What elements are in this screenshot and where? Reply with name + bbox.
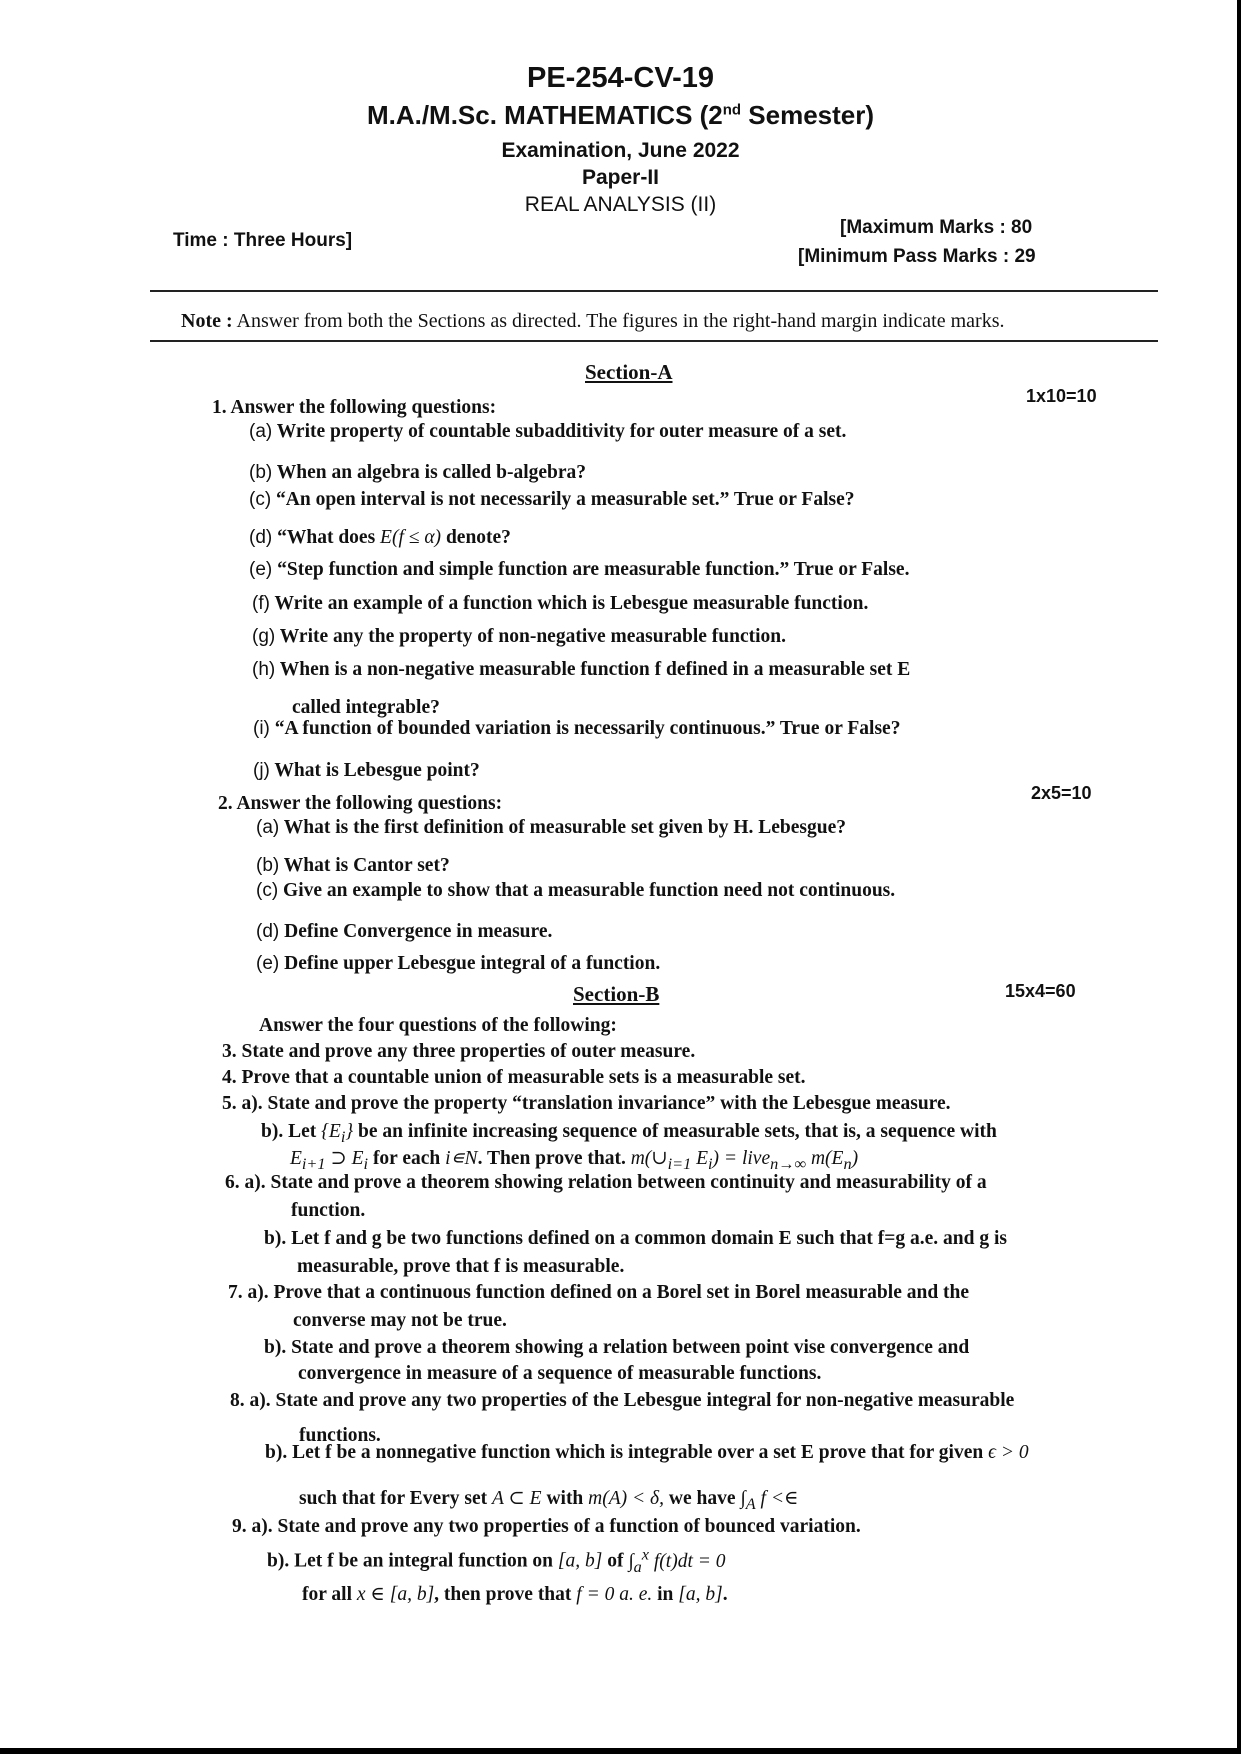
question-8b-continued: such that for Every set A ⊂ E with m(A) < δ, we have $\int_A$ f <∈ xyxy=(299,1488,799,1513)
question-9a: 9. a). State and prove any two properties of a function of bounced variation. xyxy=(232,1516,861,1537)
time-allowed: Time : Three Hours] xyxy=(173,230,353,251)
q2-item-a: (a) What is the first definition of measurable set given by H. Lebesgue? xyxy=(256,817,846,838)
scan-border-right xyxy=(1237,0,1241,1754)
scan-border-bottom xyxy=(0,1748,1241,1754)
paper-code: PE-254-CV-19 xyxy=(527,62,714,94)
q2-item-e: (e) Define upper Lebesgue integral of a function. xyxy=(256,953,661,974)
question-2-marks: 2x5=10 xyxy=(1031,783,1092,803)
question-9b-continued: for all x ∈ [a, b], then prove that f = 0 a. e. in [a, b]. xyxy=(302,1584,728,1605)
q1-item-c: (c) “An open interval is not necessarily a measurable set.” True or False? xyxy=(249,489,855,510)
question-7a-continued: converse may not be true. xyxy=(293,1310,507,1331)
question-7b: b). State and prove a theorem showing a relation between point vise convergence and xyxy=(264,1337,970,1358)
q1-item-e: (e) “Step function and simple function are measurable function.” True or False. xyxy=(249,559,910,580)
question-4: 4. Prove that a countable union of measurable sets is a measurable set. xyxy=(222,1067,806,1088)
note: Note : Answer from both the Sections as directed. The figures in the right-hand margin indicate marks. xyxy=(181,310,1005,332)
q1-item-h-continued: called integrable? xyxy=(292,697,440,718)
question-8a-continued: functions. xyxy=(299,1425,381,1446)
exam-session: Examination, June 2022 xyxy=(501,139,740,162)
q1-item-g: (g) Write any the property of non-negative measurable function. xyxy=(252,626,787,647)
q1-item-a: (a) Write property of countable subadditivity for outer measure of a set. xyxy=(249,421,847,442)
section-b-title: Section-B xyxy=(573,982,660,1006)
question-8a: 8. a). State and prove any two properties of the Lebesgue integral for non-negative measurable xyxy=(230,1390,1015,1411)
question-3: 3. State and prove any three properties of outer measure. xyxy=(222,1041,696,1062)
maximum-marks: [Maximum Marks : 80 xyxy=(840,217,1033,238)
minimum-pass-marks: [Minimum Pass Marks : 29 xyxy=(798,246,1036,267)
question-5a: 5. a). State and prove the property “translation invariance” with the Lebesgue measure. xyxy=(222,1093,951,1114)
q1-item-h: (h) When is a non-negative measurable function f defined in a measurable set E xyxy=(252,659,911,680)
subject-title: REAL ANALYSIS (II) xyxy=(524,193,717,216)
question-8b: b). Let f be a nonnegative function which is integrable over a set E prove that for given ϵ > 0 xyxy=(265,1442,1029,1463)
question-2: 2. Answer the following questions: xyxy=(218,793,503,814)
paper-number: Paper-II xyxy=(581,166,660,189)
question-5b: b). Let $\{E_i\}$ be an infinite increasing sequence of measurable sets, that is, a sequence with xyxy=(261,1121,997,1146)
q1-item-d: (d) “What does E(f ≤ α) denote? xyxy=(249,527,511,548)
top-divider xyxy=(150,290,1158,292)
question-7a: 7. a). Prove that a continuous function defined on a Borel set in Borel measurable and the xyxy=(228,1282,970,1303)
question-5b-continued: $E_{i+1}$ ⊃ $E_i$ for each i∊N. Then prove that. $m(\cup_{i=1}$ $E_i$) = live$_{n\to\infty}$ $m(E_n)$ xyxy=(290,1148,859,1173)
q2-item-b: (b) What is Cantor set? xyxy=(256,855,450,876)
question-6b: b). Let f and g be two functions defined on a common domain E such that f=g a.e. and g is xyxy=(264,1228,1007,1249)
q1-item-i: (i) “A function of bounded variation is necessarily continuous.” True or False? xyxy=(253,718,901,739)
question-1: 1. Answer the following questions: xyxy=(212,397,497,418)
question-7b-continued: convergence in measure of a sequence of measurable functions. xyxy=(298,1363,822,1384)
question-9b: b). Let f be an integral function on [a, b] of $\int_a^x$ f(t)dt = 0 xyxy=(267,1545,726,1576)
section-a-title: Section-A xyxy=(585,360,673,384)
q2-item-d: (d) Define Convergence in measure. xyxy=(256,921,553,942)
question-6a-continued: function. xyxy=(291,1200,366,1221)
bottom-divider xyxy=(150,340,1158,342)
course-title: M.A./M.Sc. MATHEMATICS (2nd Semester) xyxy=(366,100,875,130)
q2-item-c: (c) Give an example to show that a measurable function need not continuous. xyxy=(256,880,896,901)
q1-item-b: (b) When an algebra is called b-algebra? xyxy=(249,462,587,483)
question-6b-continued: measurable, prove that f is measurable. xyxy=(297,1256,625,1277)
section-b-instruction: Answer the four questions of the following: xyxy=(259,1015,617,1036)
question-6a: 6. a). State and prove a theorem showing relation between continuity and measurability of a xyxy=(225,1172,987,1193)
section-b-marks: 15x4=60 xyxy=(1005,981,1076,1001)
q1-item-j: (j) What is Lebesgue point? xyxy=(253,760,480,781)
question-1-marks: 1x10=10 xyxy=(1026,386,1097,406)
q1-item-f: (f) Write an example of a function which is Lebesgue measurable function. xyxy=(252,593,869,614)
